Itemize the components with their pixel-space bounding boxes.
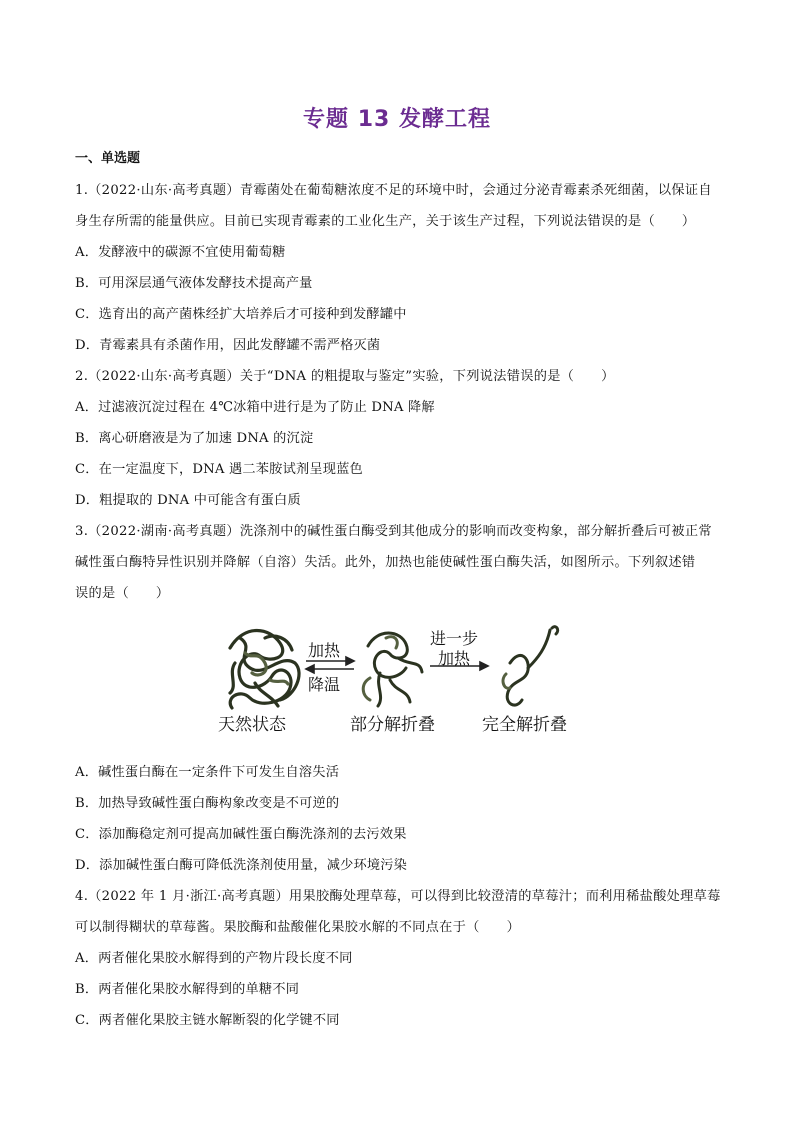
- arrow2-label-top: 进一步: [430, 629, 479, 648]
- q3-option-a: A．碱性蛋白酶在一定条件下可发生自溶失活: [75, 765, 340, 780]
- section-heading: 一、单选题: [75, 151, 141, 166]
- q2-option-b: B．离心研磨液是为了加速 DNA 的沉淀: [75, 431, 314, 446]
- q1-option-b: B．可用深层通气液体发酵技术提高产量: [75, 276, 313, 291]
- protein-unfolding-figure: [210, 618, 580, 738]
- arrow1-label-bottom: 降温: [308, 675, 341, 694]
- q1-option-d: D．青霉素具有杀菌作用，因此发酵罐不需严格灭菌: [75, 338, 381, 353]
- page-title: 专题 13 发酵工程: [303, 107, 491, 132]
- q1-option-a: A．发酵液中的碳源不宜使用葡萄糖: [75, 245, 286, 260]
- q3-stem-line3: 误的是（ ）: [75, 586, 170, 601]
- fully-unfolded-protein-image: [503, 627, 558, 705]
- partially-unfolded-protein-image: [363, 633, 422, 706]
- partial-unfold-caption: 部分解折叠: [350, 715, 435, 735]
- full-unfold-caption: 完全解折叠: [482, 715, 567, 735]
- q4-stem-line1: 4.（2022 年 1 月·浙江·高考真题）用果胶酶处理草莓，可以得到比较澄清的草莓汁；而利用稀盐酸处理草莓: [75, 889, 721, 904]
- q1-stem-line2: 身生存所需的能量供应。目前已实现青霉素的工业化生产，关于该生产过程，下列说法错误的是（ ）: [75, 214, 696, 229]
- q3-option-b: B．加热导致碱性蛋白酶构象改变是不可逆的: [75, 796, 340, 811]
- q4-option-b: B．两者催化果胶水解得到的单糖不同: [75, 982, 300, 997]
- q4-option-a: A．两者催化果胶水解得到的产物片段长度不同: [75, 951, 353, 966]
- q4-stem-line2: 可以制得糊状的草莓酱。果胶酶和盐酸催化果胶水解的不同点在于（ ）: [75, 920, 521, 935]
- q2-option-c: C．在一定温度下，DNA 遇二苯胺试剂呈现蓝色: [75, 462, 363, 477]
- q1-option-c: C．选育出的高产菌株经扩大培养后才可接种到发酵罐中: [75, 307, 407, 322]
- q3-stem-line1: 3.（2022·湖南·高考真题）洗涤剂中的碱性蛋白酶受到其他成分的影响而改变构象，部分解折叠后可被正常: [75, 524, 712, 539]
- q2-option-a: A．过滤液沉淀过程在 4℃冰箱中进行是为了防止 DNA 降解: [75, 400, 435, 415]
- native-state-protein-image: [230, 631, 299, 709]
- q3-option-d: D．添加碱性蛋白酶可降低洗涤剂使用量，减少环境污染: [75, 858, 408, 873]
- q3-option-c: C．添加酶稳定剂可提高加碱性蛋白酶洗涤剂的去污效果: [75, 827, 407, 842]
- q2-stem-line1: 2.（2022·山东·高考真题）关于“DNA 的粗提取与鉴定”实验，下列说法错误的是（ ）: [75, 369, 615, 384]
- native-state-caption: 天然状态: [218, 715, 286, 735]
- q2-option-d: D．粗提取的 DNA 中可能含有蛋白质: [75, 493, 301, 508]
- q4-option-c: C．两者催化果胶主链水解断裂的化学键不同: [75, 1013, 340, 1028]
- q1-stem-line1: 1.（2022·山东·高考真题）青霉菌处在葡萄糖浓度不足的环境中时，会通过分泌青霉素杀死细菌，以保证自: [75, 183, 712, 198]
- arrow2-label-bottom: 加热: [438, 649, 471, 668]
- q3-stem-line2: 碱性蛋白酶特异性识别并降解（自溶）失活。此外，加热也能使碱性蛋白酶失活，如图所示。下列叙述错: [75, 555, 696, 570]
- arrow1-label-top: 加热: [308, 641, 341, 660]
